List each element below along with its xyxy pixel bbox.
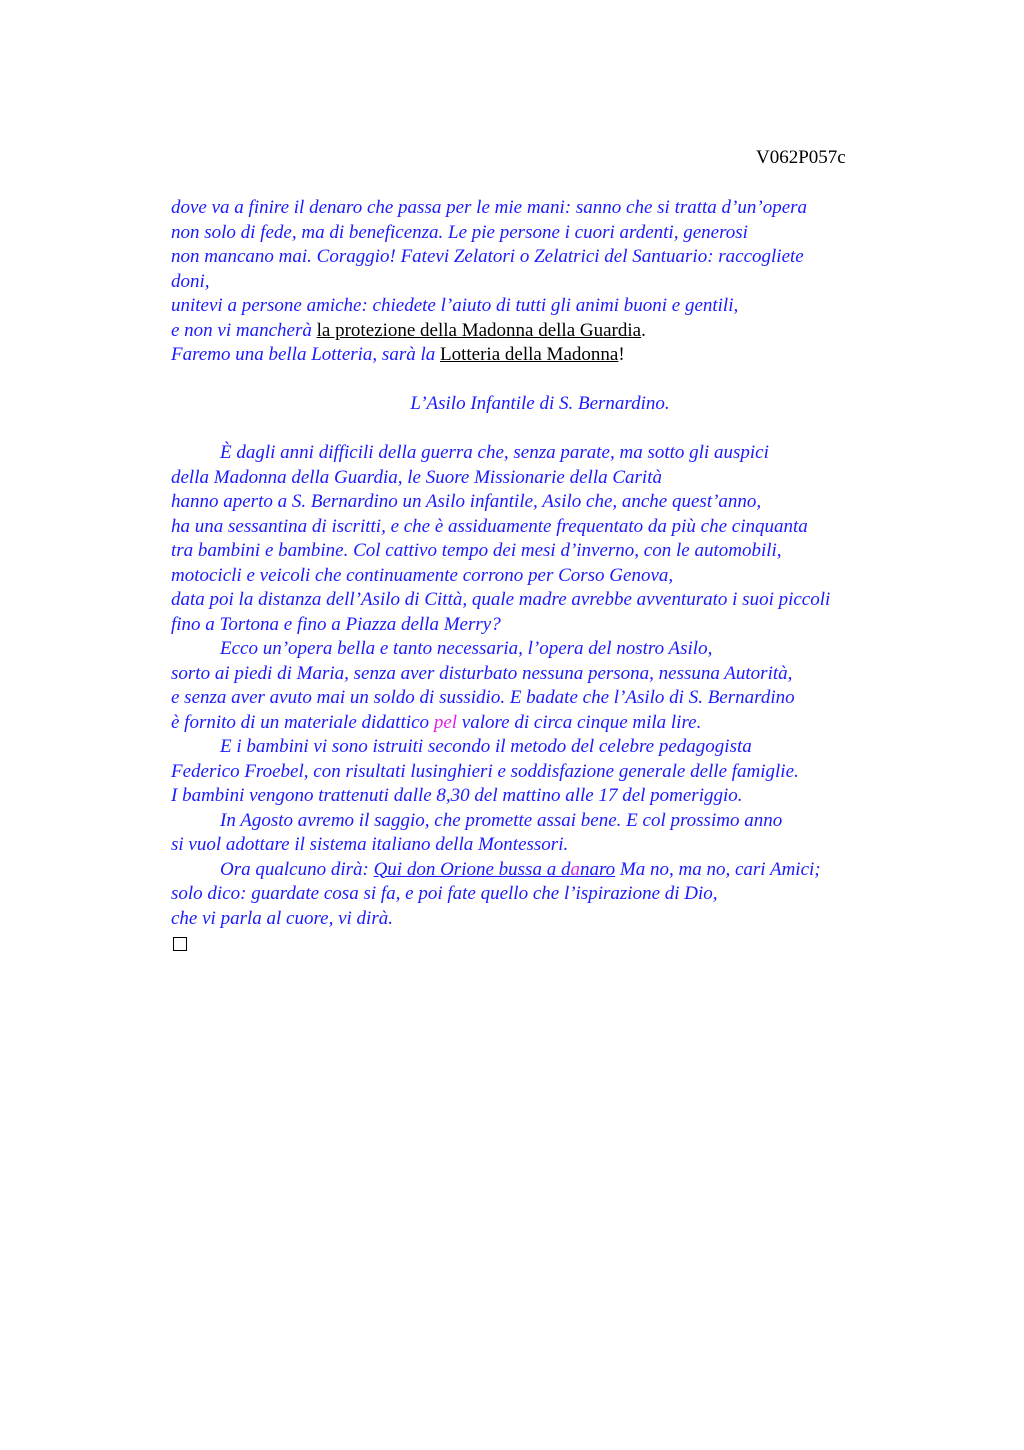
text-fragment: è fornito di un materiale didattico (171, 711, 434, 733)
text-line: unitevi a persone amiche: chiedete l’aiuto di tutti gli animi buoni e gentili, (171, 295, 739, 316)
text-fragment: naro (579, 858, 616, 880)
text-line (171, 711, 911, 736)
underlined-phrase: Lotteria della Madonna (440, 344, 619, 365)
text-line: Federico Froebel, con risultati lusinghieri e soddisfazione generale delle famiglie. (171, 760, 799, 782)
text-line: si vuol adottare il sistema italiano della Montessori. (171, 834, 569, 855)
text-line: che vi parla al cuore, vi dirà. (171, 907, 393, 929)
text-fragment: valore di circa cinque mila lire. (457, 711, 702, 733)
document-body (171, 196, 911, 959)
punctuation: ! (618, 344, 625, 365)
text-line: non mancano mai. Coraggio! Fatevi Zelatori o Zelatrici del Santuario: raccogliete (171, 246, 804, 267)
spacer (171, 368, 911, 393)
text-line: sorto ai piedi di Maria, senza aver disturbato nessuna persona, nessuna Autorità, (171, 662, 793, 684)
text-line: della Madonna della Guardia, le Suore Missionarie della Carità (171, 466, 662, 488)
underlined-phrase: la protezione della Madonna della Guardia (316, 319, 642, 341)
text-line: fino a Tortona e fino a Piazza della Merry? (171, 613, 501, 635)
text-line (171, 343, 911, 368)
underlined-phrase (374, 859, 616, 880)
text-line: E i bambini vi sono istruiti secondo il metodo del celebre pedagogista (220, 736, 752, 757)
text-fragment: e non vi mancherà (171, 319, 317, 341)
text-line: tra bambini e bambine. Col cattivo tempo dei mesi d’inverno, con le automobili, (171, 540, 782, 561)
page-id: V062P057c (756, 147, 846, 168)
text-line: doni, (171, 270, 210, 292)
text-line: I bambini vengono trattenuti dalle 8,30 del mattino alle 17 del pomeriggio. (171, 785, 743, 806)
text-line (171, 319, 911, 344)
text-line: ha una sessantina di iscritti, e che è assiduamente frequentato da più che cinquanta (171, 515, 808, 537)
text-line: hanno aperto a S. Bernardino un Asilo infantile, Asilo che, anche quest’anno, (171, 491, 762, 512)
text-line: È dagli anni difficili della guerra che, senza parate, ma sotto gli auspici (220, 442, 769, 463)
text-line: solo dico: guardate cosa si fa, e poi fate quello che l’ispirazione di Dio, (171, 883, 718, 904)
spacer (171, 417, 911, 442)
text-line (171, 858, 911, 883)
highlighted-letter: a (570, 858, 580, 880)
end-mark-box (173, 937, 187, 951)
text-line: motocicli e veicoli che continuamente corrono per Corso Genova, (171, 564, 674, 586)
text-fragment: Faremo una bella Lotteria, sarà la (171, 344, 440, 365)
text-line: e senza aver avuto mai un soldo di sussidio. E badate che l’Asilo di S. Bernardino (171, 687, 795, 708)
section-title: L’Asilo Infantile di S. Bernardino. (410, 393, 670, 414)
punctuation: . (641, 319, 646, 341)
text-line: non solo di fede, ma di beneficenza. Le pie persone i cuori ardenti, generosi (171, 221, 748, 243)
text-line: In Agosto avremo il saggio, che promette assai bene. E col prossimo anno (220, 809, 783, 831)
text-line: data poi la distanza dell’Asilo di Città, quale madre avrebbe avventurato i suoi piccoli (171, 589, 831, 610)
highlighted-word: pel (433, 711, 458, 733)
text-line: Ecco un’opera bella e tanto necessaria, l’opera del nostro Asilo, (220, 638, 713, 659)
text-fragment: Qui don Orione bussa a d (373, 858, 571, 880)
text-line: dove va a finire il denaro che passa per le mie mani: sanno che si tratta d’un’opera (171, 197, 808, 218)
text-fragment: Ora qualcuno dirà: (220, 858, 374, 880)
text-fragment: Ma no, ma no, cari Amici; (615, 858, 821, 880)
